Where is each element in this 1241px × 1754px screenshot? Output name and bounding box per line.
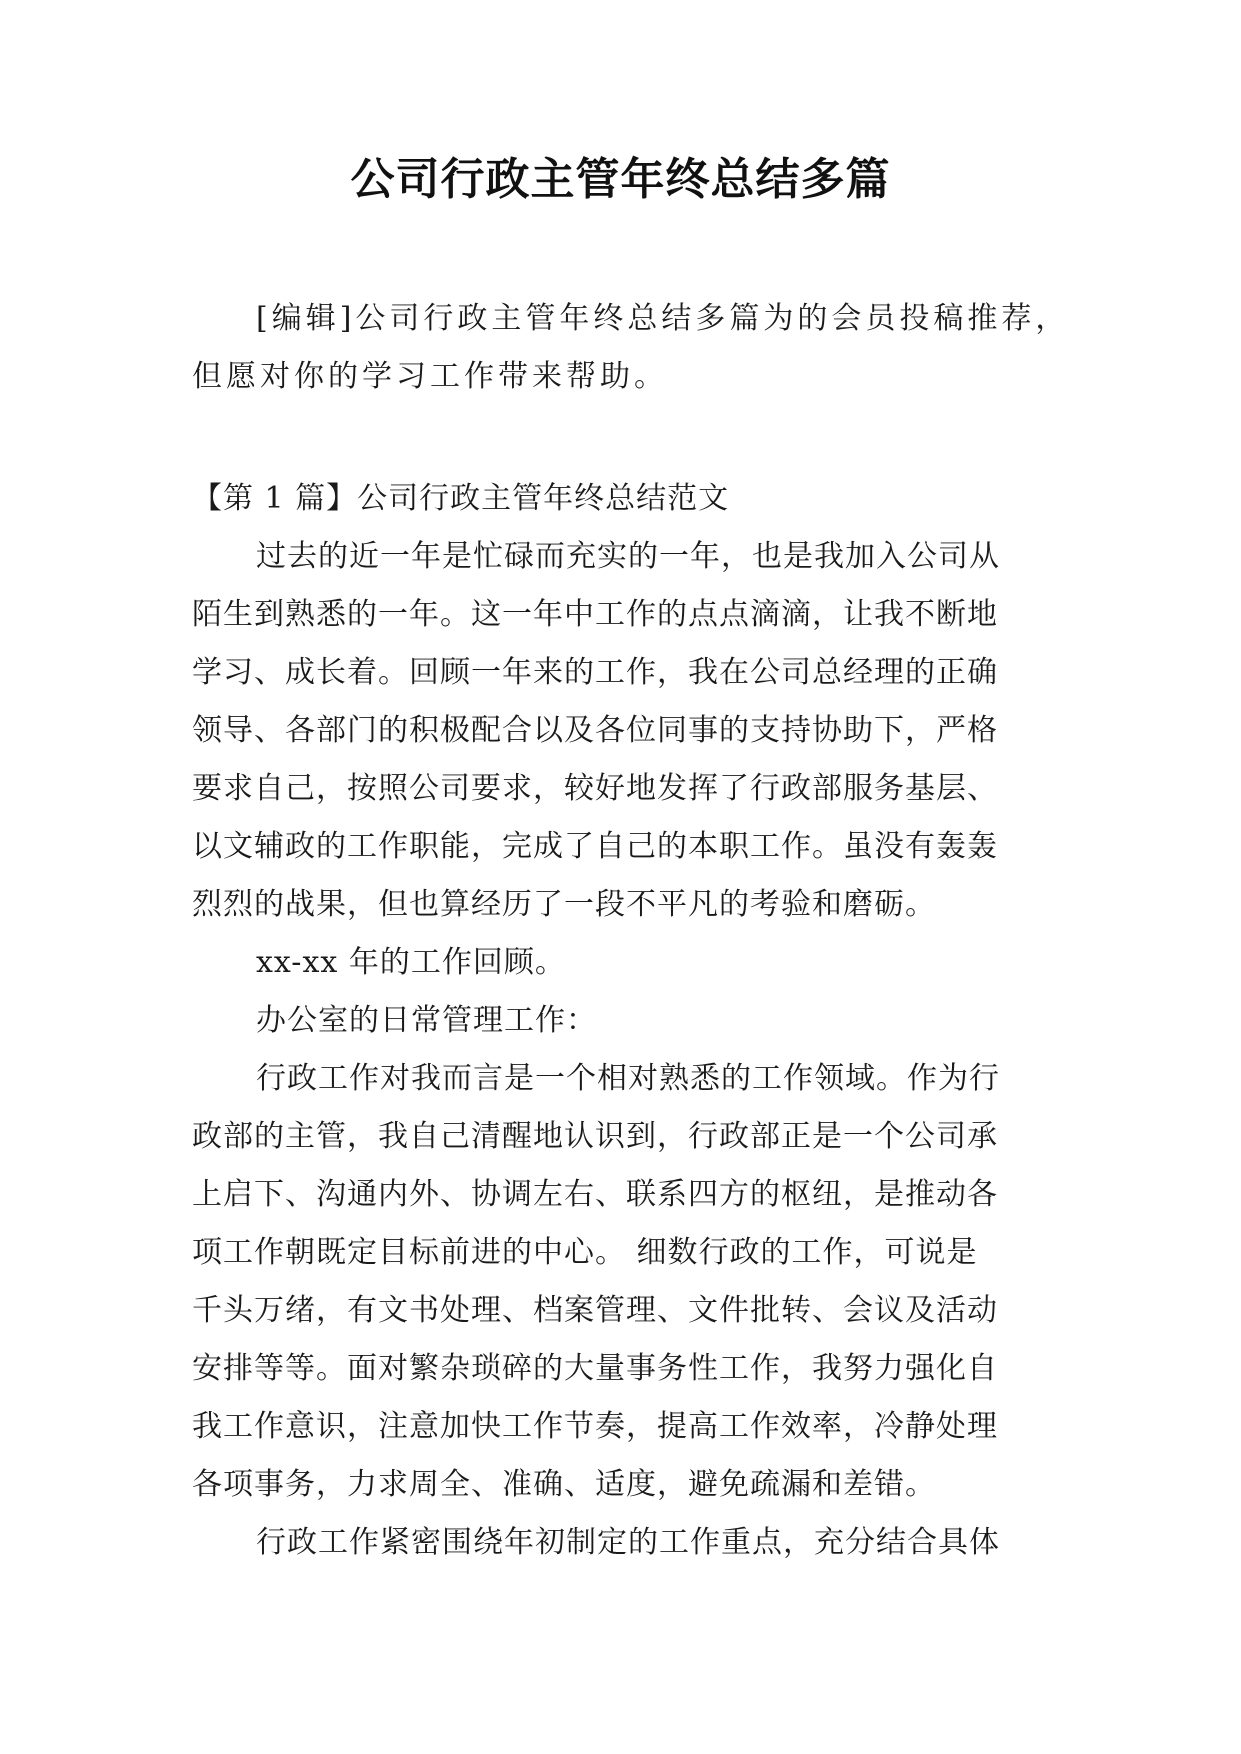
paragraph-line: 过去的近一年是忙碌而充实的一年，也是我加入公司从 [256,539,1000,574]
paragraph-line: 各项事务，力求周全、准确、适度，避免疏漏和差错。 [192,1467,936,1502]
intro-paragraph [192,290,1070,406]
paragraph-line: 行政工作对我而言是一个相对熟悉的工作领域。作为行 [256,1061,1000,1096]
paragraph-line: 安排等等。面对繁杂琐碎的大量事务性工作，我努力强化自 [192,1351,998,1386]
paragraph-line: 要求自己，按照公司要求，较好地发挥了行政部服务基层、 [192,771,998,806]
paragraph [192,992,1056,1050]
paragraph-line: 我工作意识，注意加快工作节奏，提高工作效率，冷静处理 [192,1409,998,1444]
paragraph-line: 政部的主管，我自己清醒地认识到，行政部正是一个公司承 [192,1119,998,1154]
intro-line: [编辑]公司行政主管年终总结多篇为的会员投稿推荐， [256,301,1070,336]
paragraph [192,528,1056,934]
paragraph-line: 项工作朝既定目标前进的中心。 细数行政的工作，可说是 [192,1235,978,1270]
paragraph-line: 上启下、沟通内外、协调左右、联系四方的枢纽，是推动各 [192,1177,998,1212]
paragraph-line: 行政工作紧密围绕年初制定的工作重点，充分结合具体 [256,1525,1000,1560]
paragraph-line: 千头万绪，有文书处理、档案管理、文件批转、会议及活动 [192,1293,998,1328]
intro-line: 但愿对你的学习工作带来帮助。 [192,359,668,394]
document-title: 公司行政主管年终总结多篇 [350,154,891,205]
paragraph-line: 烈烈的战果，但也算经历了一段不平凡的考验和磨砺。 [192,887,936,922]
paragraph-line: 学习、成长着。回顾一年来的工作，我在公司总经理的正确 [192,655,998,690]
paragraph [192,934,1056,992]
paragraph-line: 以文辅政的工作职能，完成了自己的本职工作。虽没有轰轰 [192,829,998,864]
article-section [192,470,1056,1572]
paragraph-line: xx-xx 年的工作回顾。 [256,945,566,980]
paragraph-line: 陌生到熟悉的一年。这一年中工作的点点滴滴，让我不断地 [192,597,998,632]
paragraph-line: 办公室的日常管理工作： [256,1003,597,1038]
paragraph-line: 领导、各部门的积极配合以及各位同事的支持协助下，严格 [192,713,998,748]
article-heading: 【第 1 篇】公司行政主管年终总结范文 [192,481,730,516]
paragraph [192,1050,1056,1514]
paragraph [192,1514,1056,1572]
